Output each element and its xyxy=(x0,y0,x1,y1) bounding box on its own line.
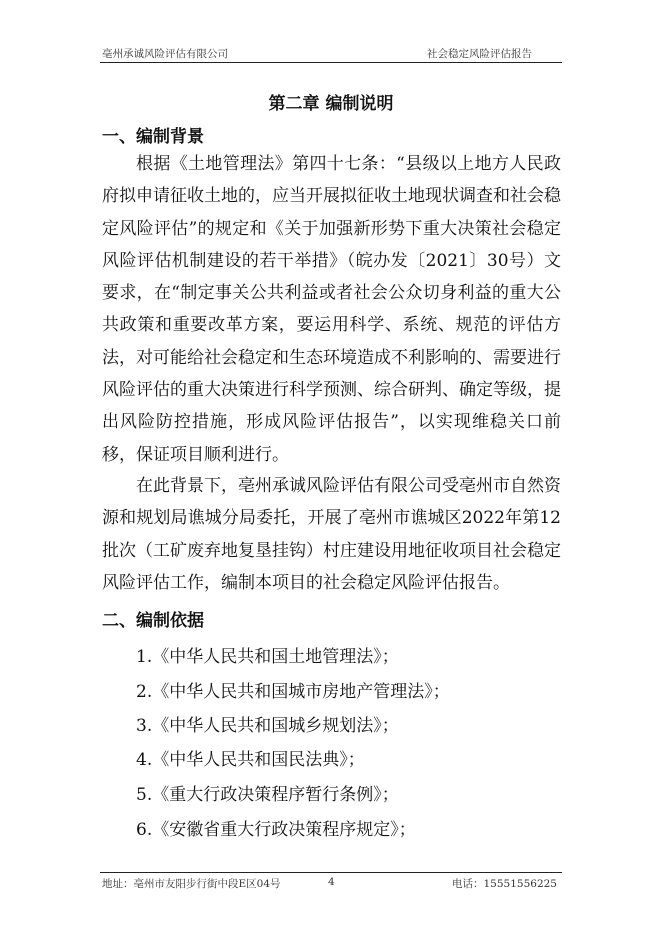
list-item: 1.《中华人民共和国土地管理法》； xyxy=(136,647,399,667)
footer-phone: 电话：15551556225 xyxy=(452,878,557,890)
list-item: 2.《中华人民共和国城市房地产管理法》； xyxy=(136,682,450,702)
paragraph: 在此背景下，亳州承诚风险评估有限公司受亳州市自然资源和规划局谯城分局委托，开展了亳州市谯城区2022年第12批次（工矿废弃地复垦挂钩）村庄建设用地征收项目社会稳定风险评估工作，编制本项目的社会稳定风险评估报告。 xyxy=(102,476,561,593)
chapter-title: 第二章 编制说明 xyxy=(268,94,394,114)
list-item: 4.《中华人民共和国民法典》； xyxy=(136,750,365,770)
page-number: 4 xyxy=(328,876,335,888)
list-item: 5.《重大行政决策程序暂行条例》； xyxy=(136,785,399,805)
page-footer xyxy=(100,872,562,891)
header-report-title: 社会稳定风险评估报告 xyxy=(427,48,532,60)
paragraph: 根据《土地管理法》第四十七条：“县级以上地方人民政府拟申请征收土地的，应当开展拟征收土地现状调查和社会稳定风险评估”的规定和《关于加强新形势下重大决策社会稳定风险评估机制建设的若干举措》（皖办发〔2021〕30号）文要求，在“制定事关公共利益或者社会公众切身利益的重大公共政策和重要改革方案，要运用科学、系统、规范的评估方法，对可能给社会稳定和生态环境造成不利影响的、需要进行风险评估的重大决策进行科学预测、综合研判、确定等级，提出风险防控措施，形成风险评估报告”，以实现维稳关口前移，保证项目顺利进行。 xyxy=(102,154,561,465)
list-item: 3.《中华人民共和国城乡规划法》； xyxy=(136,716,399,736)
list-item: 6.《安徽省重大行政决策程序规定》； xyxy=(136,820,416,840)
section-heading-background: 一、编制背景 xyxy=(102,127,204,147)
page-header xyxy=(100,44,562,63)
header-company: 亳州承诚风险评估有限公司 xyxy=(102,48,228,60)
footer-address: 地址：亳州市友阳步行街中段E区04号 xyxy=(102,878,281,890)
section-heading-basis: 二、编制依据 xyxy=(102,611,204,631)
